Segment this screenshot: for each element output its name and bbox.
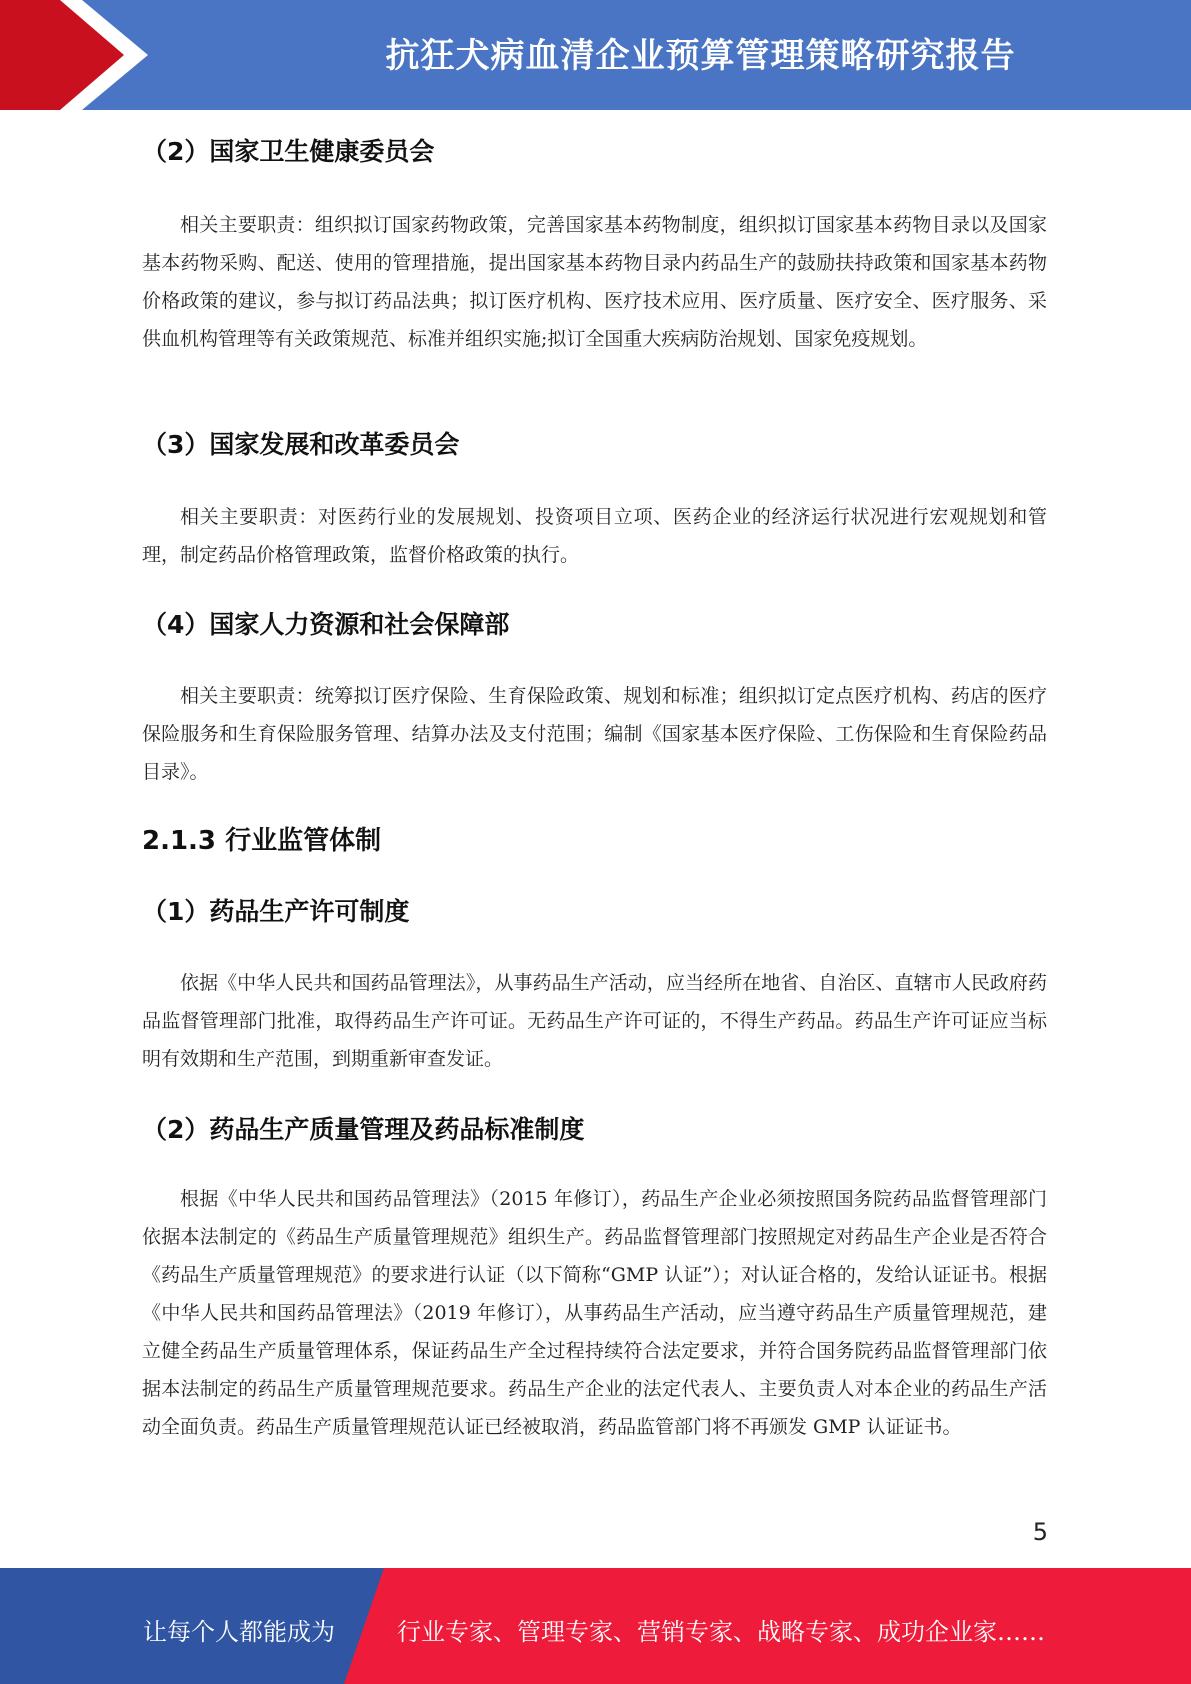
section-paragraph: 相关主要职责：组织拟订国家药物政策，完善国家基本药物制度，组织拟订国家基本药物目录以及国家基本药物采购、配送、使用的管理措施，提出国家基本药物目录内药品生产的鼓励扶持政策和国家基本药物价格政策的建议，参与拟订药品法典；拟订医疗机构、医疗技术应用、医疗质量、医疗安全、医疗服务、采供血机构管理等有关政策规范、标准并组织实施;拟订全国重大疾病防治规划、国家免疫规划。	[142, 214, 1047, 350]
chapter-heading: 2.1.3 行业监管体制	[142, 826, 382, 856]
section-paragraph: 相关主要职责：统筹拟订医疗保险、生育保险政策、规划和标准；组织拟订定点医疗机构、药店的医疗保险服务和生育保险服务管理、结算办法及支付范围；编制《国家基本医疗保险、工伤保险和生育保险药品目录》。	[142, 685, 1047, 783]
subsection-heading: （2）药品生产质量管理及药品标准制度	[142, 1115, 585, 1144]
subsection-heading: （1）药品生产许可制度	[142, 897, 410, 926]
subsection-paragraph: 依据《中华人民共和国药品管理法》，从事药品生产活动，应当经所在地省、自治区、直辖市人民政府药品监督管理部门批准，取得药品生产许可证。无药品生产许可证的，不得生产药品。药品生产许可证应当标明有效期和生产范围，到期重新审查发证。	[142, 972, 1047, 1070]
section-heading: （2）国家卫生健康委员会	[142, 137, 435, 166]
section-heading: （3）国家发展和改革委员会	[142, 430, 460, 459]
page-number: 5	[1032, 1518, 1048, 1546]
section-paragraph: 相关主要职责：对医药行业的发展规划、投资项目立项、医药企业的经济运行状况进行宏观规划和管理，制定药品价格管理政策，监督价格政策的执行。	[142, 506, 1047, 566]
subsection-paragraph: 根据《中华人民共和国药品管理法》（2015 年修订），药品生产企业必须按照国务院药品监督管理部门依据本法制定的《药品生产质量管理规范》组织生产。药品监督管理部门按照规定对药品生产企业是否符合《药品生产质量管理规范》的要求进行认证（以下简称“GMP 认证”）；对认证合格的，发给认证证书。根据《中华人民共和国药品管理法》（2019 年修订），从事药品生产活动，应当遵守药品生产质量管理规范，建立健全药品生产质量管理体系，保证药品生产全过程持续符合法定要求，并符合国务院药品监督管理部门依据本法制定的药品生产质量管理规范要求。药品生产企业的法定代表人、主要负责人对本企业的药品生产活动全面负责。药品生产质量管理规范认证已经被取消，药品监管部门将不再颁发 GMP 认证证书。	[142, 1188, 1047, 1438]
page-footer	[0, 1568, 1191, 1684]
footer-slogan-right: 行业专家、管理专家、营销专家、战略专家、成功企业家……	[397, 1618, 1045, 1646]
footer-slogan-left: 让每个人都能成为	[143, 1618, 335, 1646]
section-heading: （4）国家人力资源和社会保障部	[142, 610, 510, 639]
report-title: 抗狂犬病血清企业预算管理策略研究报告	[385, 36, 1016, 76]
page-header	[0, 0, 1191, 110]
